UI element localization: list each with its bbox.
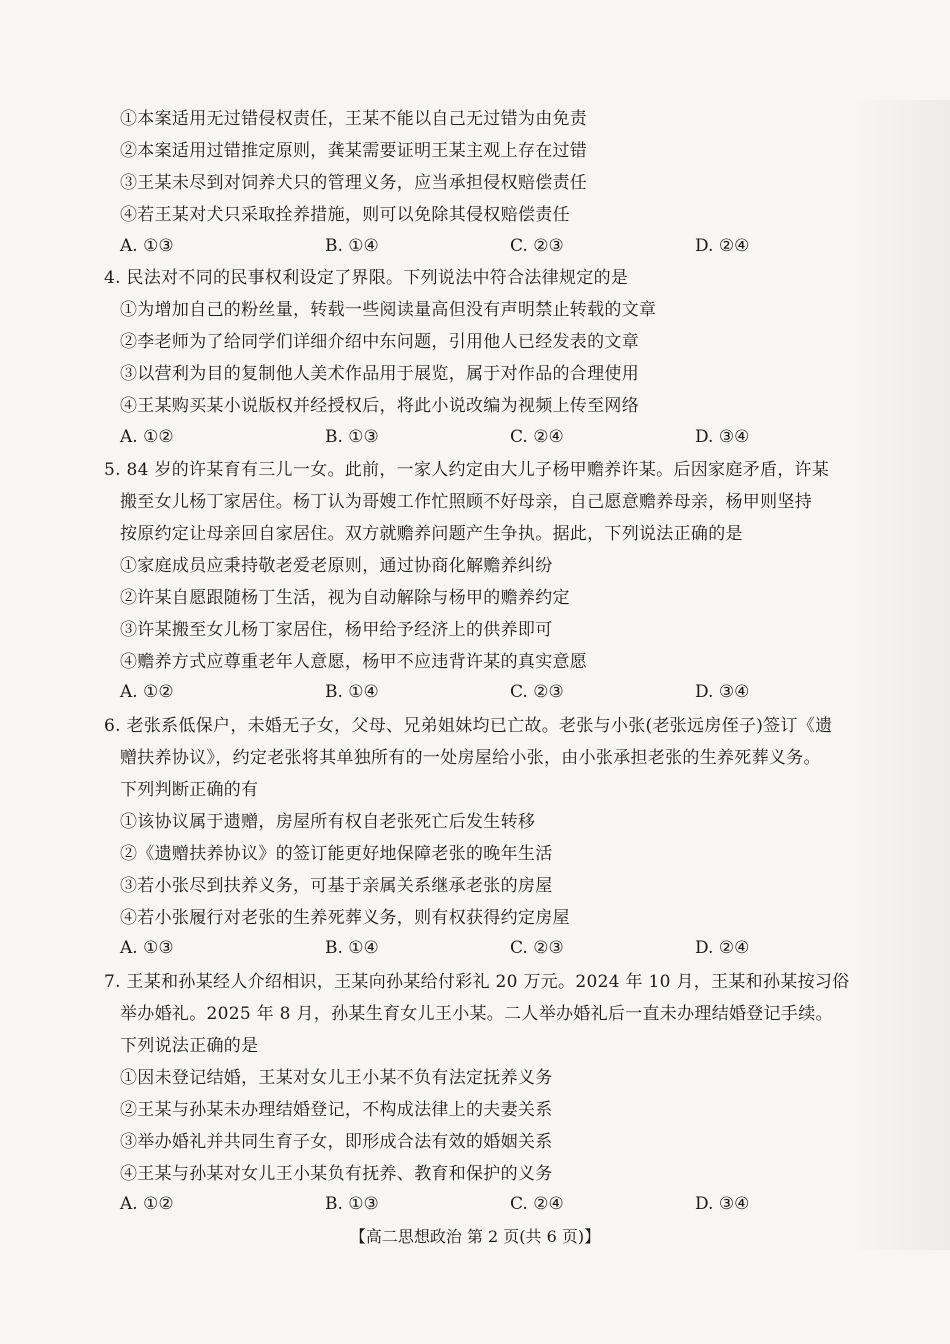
question-stem: 6. 老张系低保户，未婚无子女，父母、兄弟姐妹均已亡故。老张与小张(老张远房侄子)签订《遗 xyxy=(104,716,833,736)
option-a: A. ①③ xyxy=(120,938,174,958)
question-stem-cont: 下列说法正确的是 xyxy=(120,1036,259,1056)
option-a: A. ①② xyxy=(120,1194,174,1214)
choice-line: ③王某未尽到对饲养犬只的管理义务，应当承担侵权赔偿责任 xyxy=(120,173,588,193)
choice-line: ②王某与孙某未办理结婚登记，不构成法律上的夫妻关系 xyxy=(120,1100,553,1120)
question-stem: 5. 84 岁的许某育有三儿一女。此前，一家人约定由大儿子杨甲赡养许某。后因家庭矛盾，许某 xyxy=(104,460,830,480)
option-b: B. ①④ xyxy=(325,682,379,702)
choice-line: ③许某搬至女儿杨丁家居住，杨甲给予经济上的供养即可 xyxy=(120,620,553,640)
choice-line: ①该协议属于遗赠，房屋所有权自老张死亡后发生转移 xyxy=(120,812,536,832)
question-stem-cont: 举办婚礼。2025 年 8 月，孙某生育女儿王小某。二人举办婚礼后一直未办理结婚登记手续。 xyxy=(120,1004,833,1024)
choice-line: ②李老师为了给同学们详细介绍中东问题，引用他人已经发表的文章 xyxy=(120,332,639,352)
option-d: D. ②④ xyxy=(695,236,750,256)
choice-line: ①本案适用无过错侵权责任，王某不能以自己无过错为由免责 xyxy=(120,109,588,129)
question-stem-cont: 赠扶养协议》，约定老张将其单独所有的一处房屋给小张，由小张承担老张的生养死葬义务。 xyxy=(120,748,821,768)
option-b: B. ①④ xyxy=(325,938,379,958)
scan-bleed-through xyxy=(850,100,950,1250)
choice-line: ②许某自愿跟随杨丁生活，视为自动解除与杨甲的赡养约定 xyxy=(120,588,570,608)
choice-line: ①因未登记结婚，王某对女儿王小某不负有法定抚养义务 xyxy=(120,1068,553,1088)
option-b: B. ①③ xyxy=(325,427,379,447)
option-a: A. ①③ xyxy=(120,236,174,256)
answer-options xyxy=(120,426,820,448)
question-stem: 4. 民法对不同的民事权利设定了界限。下列说法中符合法律规定的是 xyxy=(104,268,629,288)
option-a: A. ①② xyxy=(120,682,174,702)
option-c: C. ②③ xyxy=(510,682,564,702)
option-b: B. ①③ xyxy=(325,1194,379,1214)
question-stem-cont: 按原约定让母亲回自家居住。双方就赡养问题产生争执。据此，下列说法正确的是 xyxy=(120,524,743,544)
question-stem: 7. 王某和孙某经人介绍相识，王某向孙某给付彩礼 20 万元。2024 年 10 月，王某和孙某按习俗 xyxy=(104,972,850,992)
choice-line: ②本案适用过错推定原则，龚某需要证明王某主观上存在过错 xyxy=(120,141,588,161)
question-stem-cont: 搬至女儿杨丁家居住。杨丁认为哥嫂工作忙照顾不好母亲，自己愿意赡养母亲，杨甲则坚持 xyxy=(120,492,812,512)
choice-line: ④赡养方式应尊重老年人意愿，杨甲不应违背许某的真实意愿 xyxy=(120,652,588,672)
answer-options xyxy=(120,681,820,703)
choice-line: ①家庭成员应秉持敬老爱老原则，通过协商化解赡养纠纷 xyxy=(120,556,553,576)
choice-line: ①为增加自己的粉丝量，转载一些阅读量高但没有声明禁止转载的文章 xyxy=(120,300,657,320)
choice-line: ③举办婚礼并共同生育子女，即形成合法有效的婚姻关系 xyxy=(120,1132,553,1152)
option-a: A. ①② xyxy=(120,427,174,447)
choice-line: ④王某购买某小说版权并经授权后，将此小说改编为视频上传至网络 xyxy=(120,396,639,416)
option-d: D. ③④ xyxy=(695,427,750,447)
option-d: D. ③④ xyxy=(695,1194,750,1214)
choice-line: ④王某与孙某对女儿王小某负有抚养、教育和保护的义务 xyxy=(120,1164,553,1184)
option-d: D. ③④ xyxy=(695,682,750,702)
option-c: C. ②③ xyxy=(510,938,564,958)
page-footer: 【高二思想政治 第 2 页(共 6 页)】 xyxy=(349,1227,601,1246)
choice-line: ③若小张尽到扶养义务，可基于亲属关系继承老张的房屋 xyxy=(120,876,553,896)
option-c: C. ②④ xyxy=(510,427,564,447)
choice-line: ④若小张履行对老张的生养死葬义务，则有权获得约定房屋 xyxy=(120,908,570,928)
choice-line: ③以营利为目的复制他人美术作品用于展览，属于对作品的合理使用 xyxy=(120,364,639,384)
choice-line: ②《遗赠扶养协议》的签订能更好地保障老张的晚年生活 xyxy=(120,844,553,864)
question-stem-cont: 下列判断正确的有 xyxy=(120,780,259,800)
option-c: C. ②④ xyxy=(510,1194,564,1214)
option-c: C. ②③ xyxy=(510,236,564,256)
answer-options xyxy=(120,1193,820,1215)
choice-line: ④若王某对犬只采取拴养措施，则可以免除其侵权赔偿责任 xyxy=(120,205,570,225)
answer-options xyxy=(120,235,820,257)
option-d: D. ②④ xyxy=(695,938,750,958)
option-b: B. ①④ xyxy=(325,236,379,256)
answer-options xyxy=(120,937,820,959)
